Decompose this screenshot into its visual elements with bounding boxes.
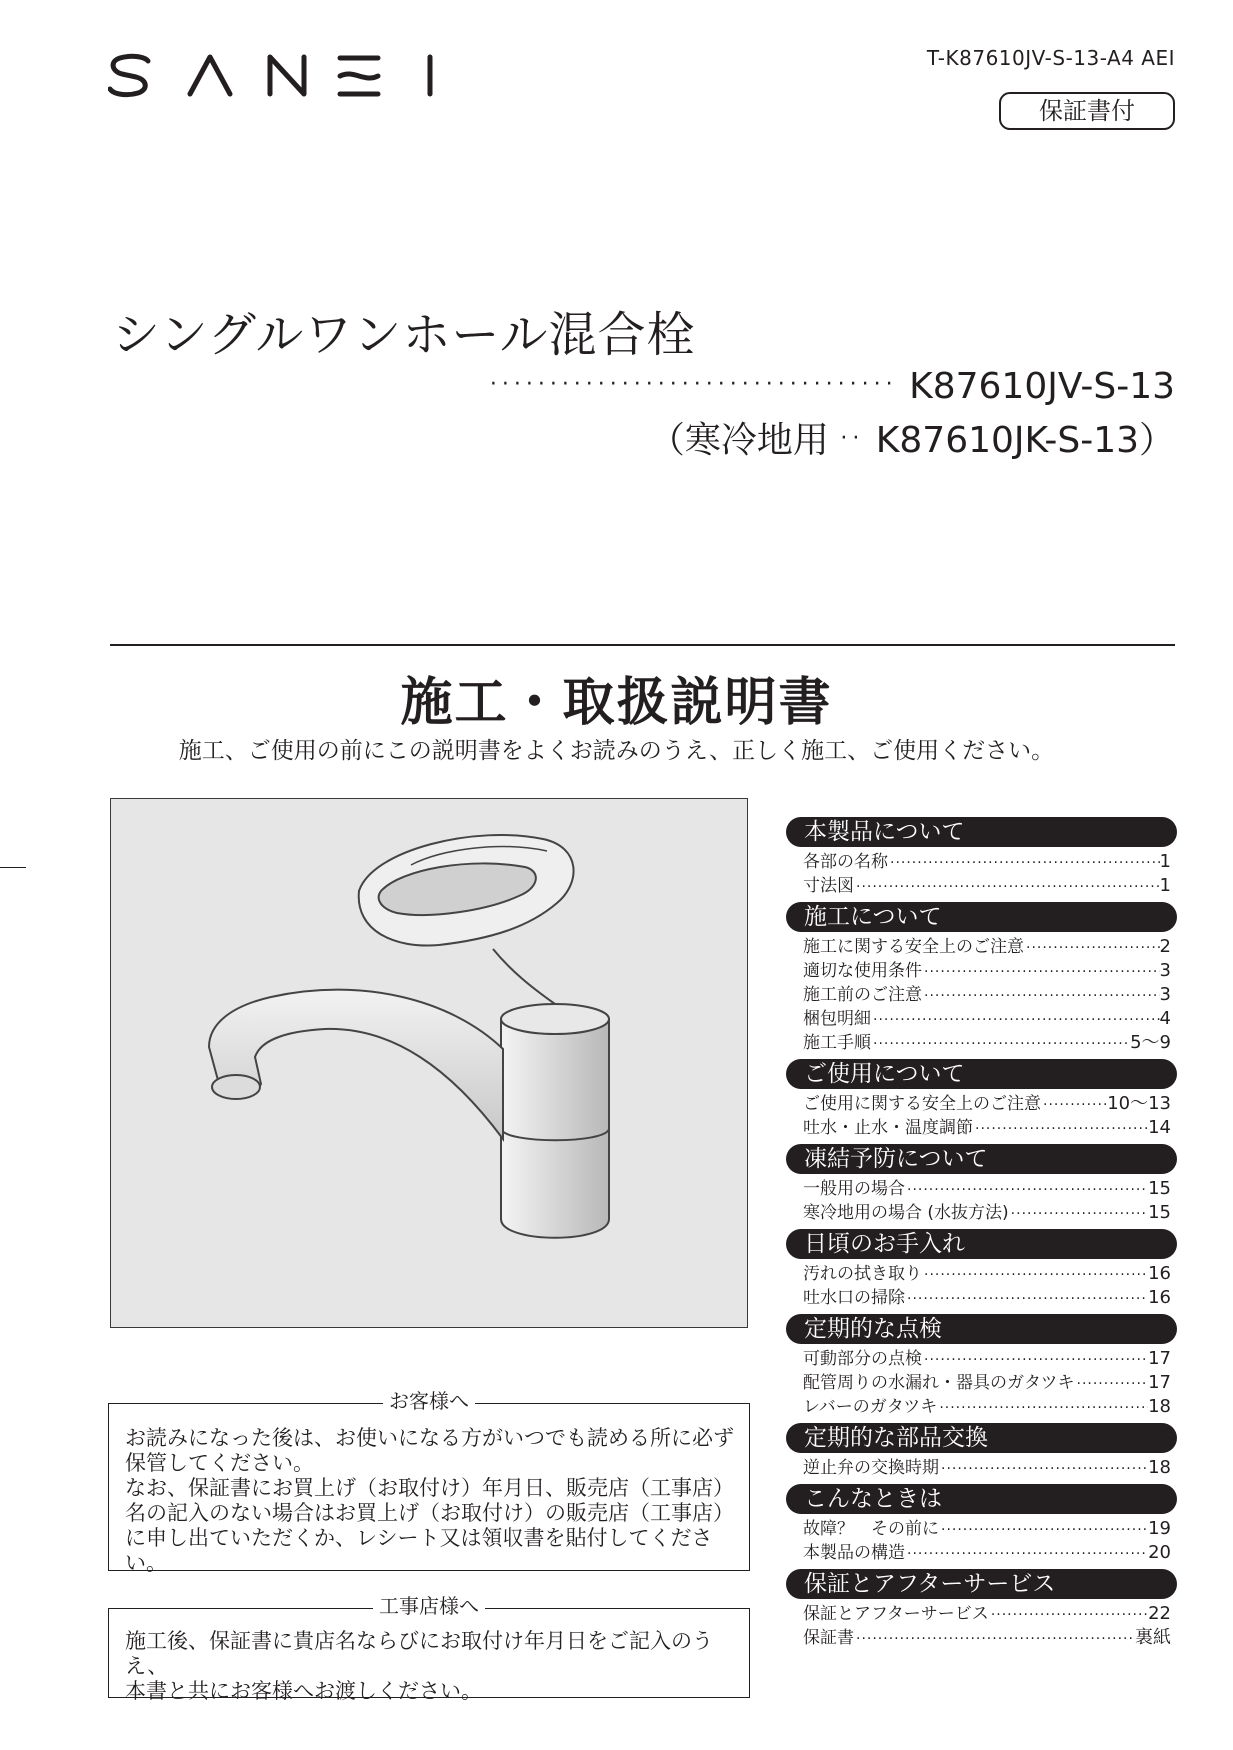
toc-entry-label: 各部の名称 [803, 852, 888, 872]
toc-leader [905, 1182, 1148, 1198]
toc-entry-page: 裏紙 [1135, 1627, 1171, 1648]
toc-entry-label: 適切な使用条件 [803, 961, 922, 981]
toc-entry[interactable] [786, 871, 1177, 895]
installer-notice-line: 本書と共にお客様へお渡しください。 [125, 1679, 482, 1703]
toc-leader [905, 1291, 1148, 1307]
toc-section-header[interactable]: 定期的な部品交換 [786, 1423, 1177, 1453]
toc-entry-label: 寸法図 [803, 876, 854, 896]
toc-entry[interactable] [786, 1599, 1177, 1623]
toc-entry[interactable] [786, 847, 1177, 871]
toc-section [786, 1569, 1177, 1647]
table-of-contents [786, 817, 1177, 1654]
customer-notice-label-wrap [109, 1389, 749, 1414]
toc-entry-page: 15 [1148, 1202, 1171, 1223]
customer-notice-line: 名の記入のない場合はお買上げ（お取付け）の販売店（工事店） [125, 1501, 734, 1525]
toc-entry[interactable] [786, 1028, 1177, 1052]
toc-entry[interactable] [786, 932, 1177, 956]
toc-entry-page: 3 [1159, 960, 1171, 981]
toc-entry[interactable] [786, 1113, 1177, 1137]
toc-entry-label: 寒冷地用の場合 (水抜方法) [803, 1203, 1009, 1223]
product-name: シングルワンホール混合栓 [112, 307, 696, 363]
customer-notice [108, 1389, 750, 1575]
toc-entry[interactable] [786, 956, 1177, 980]
fold-mark [0, 867, 26, 868]
toc-section-header[interactable]: 保証とアフターサービス [786, 1569, 1177, 1599]
toc-entry[interactable] [786, 1198, 1177, 1222]
toc-leader [854, 879, 1160, 895]
toc-section [786, 1423, 1177, 1477]
toc-entry-label: 配管周りの水漏れ・器具のガタツキ [803, 1373, 1075, 1393]
toc-section-header[interactable]: 日頃のお手入れ [786, 1229, 1177, 1259]
toc-section [786, 1059, 1177, 1137]
toc-entry-page: 1 [1159, 851, 1171, 872]
toc-entry-label: 保証書 [803, 1628, 854, 1648]
toc-entry[interactable] [786, 1259, 1177, 1283]
toc-entry-label: 故障？ その前に [803, 1519, 939, 1539]
toc-leader [905, 1546, 1148, 1562]
toc-entry[interactable] [786, 980, 1177, 1004]
toc-entry-label: 一般用の場合 [803, 1179, 905, 1199]
toc-leader [1009, 1206, 1148, 1222]
toc-entry[interactable] [786, 1623, 1177, 1647]
toc-entry[interactable] [786, 1453, 1177, 1477]
toc-section-header[interactable]: 本製品について [786, 817, 1177, 847]
toc-leader [922, 1352, 1148, 1368]
toc-leader [989, 1607, 1148, 1623]
toc-entry-label: 可動部分の点検 [803, 1349, 922, 1369]
toc-entry-page: 1 [1159, 875, 1171, 896]
toc-entry[interactable] [786, 1368, 1177, 1392]
model-standard: K87610JV-S-13 [909, 366, 1175, 407]
toc-entry[interactable] [786, 1004, 1177, 1028]
toc-section-header[interactable]: 施工について [786, 902, 1177, 932]
toc-entry-label: 汚れの拭き取り [803, 1264, 922, 1284]
toc-section [786, 1484, 1177, 1562]
warranty-badge: 保証書付 [999, 92, 1175, 130]
toc-entry-page: 10〜13 [1107, 1093, 1171, 1114]
toc-entry-page: 2 [1159, 936, 1171, 957]
toc-entry[interactable] [786, 1089, 1177, 1113]
model-line-standard [490, 366, 1175, 407]
toc-entry-page: 14 [1148, 1117, 1171, 1138]
toc-entry[interactable] [786, 1392, 1177, 1416]
customer-notice-line: なお、保証書にお買上げ（お取付け）年月日、販売店（工事店） [125, 1476, 734, 1500]
toc-entry-label: レバーのガタツキ [803, 1397, 938, 1417]
sanei-logo [108, 52, 438, 98]
model-line-cold-region [649, 412, 1175, 463]
manual-title: 施工・取扱説明書 [400, 673, 833, 733]
toc-leader [1041, 1097, 1107, 1113]
toc-leader [939, 1522, 1148, 1538]
toc-leader [922, 988, 1160, 1004]
manual-subtitle: 施工、ご使用の前にこの説明書をよくお読みのうえ、正しく施工、ご使用ください。 [178, 738, 1055, 764]
toc-section [786, 1144, 1177, 1222]
toc-entry-page: 16 [1148, 1287, 1171, 1308]
toc-section [786, 1229, 1177, 1307]
toc-section-header[interactable]: 定期的な点検 [786, 1314, 1177, 1344]
toc-leader [854, 1631, 1135, 1647]
toc-entry-page: 4 [1159, 1008, 1171, 1029]
toc-entry-label: 本製品の構造 [803, 1543, 905, 1563]
toc-entry-page: 16 [1148, 1263, 1171, 1284]
cold-region-dots: ·· [840, 426, 865, 451]
toc-entry-page: 18 [1148, 1396, 1171, 1417]
toc-leader [922, 964, 1160, 980]
toc-entry-label: 逆止弁の交換時期 [803, 1458, 939, 1478]
toc-entry-label: 施工前のご注意 [803, 985, 922, 1005]
model-cold-region: K87610JK-S-13） [875, 420, 1175, 461]
toc-section-header[interactable]: 凍結予防について [786, 1144, 1177, 1174]
toc-entry-label: 梱包明細 [803, 1009, 871, 1029]
toc-entry-page: 17 [1148, 1372, 1171, 1393]
toc-entry[interactable] [786, 1344, 1177, 1368]
installer-notice [108, 1594, 750, 1703]
customer-notice-label: お客様へ [383, 1389, 475, 1413]
customer-notice-line: 保管してください。 [125, 1451, 314, 1475]
installer-notice-label: 工事店様へ [373, 1594, 485, 1618]
toc-entry-label: 吐水・止水・温度調節 [803, 1118, 973, 1138]
toc-section-header[interactable]: ご使用について [786, 1059, 1177, 1089]
toc-entry-page: 5〜9 [1130, 1032, 1171, 1053]
toc-entry-page: 3 [1159, 984, 1171, 1005]
toc-section [786, 1314, 1177, 1416]
toc-entry[interactable] [786, 1514, 1177, 1538]
toc-leader [937, 1400, 1148, 1416]
toc-entry[interactable] [786, 1538, 1177, 1562]
toc-leader [1024, 940, 1160, 956]
toc-leader [1075, 1376, 1149, 1392]
toc-leader [871, 1012, 1160, 1028]
leader-dots: ·································· [489, 372, 898, 397]
customer-notice-line: お読みになった後は、お使いになる方がいつでも読める所に必ず [125, 1426, 734, 1450]
title-divider [110, 644, 1175, 646]
toc-section [786, 902, 1177, 1052]
toc-leader [973, 1121, 1148, 1137]
toc-entry-label: 吐水口の掃除 [803, 1288, 905, 1308]
toc-leader [939, 1461, 1148, 1477]
document-code: T-K87610JV-S-13-A4 AEI [926, 46, 1175, 70]
toc-entry[interactable] [786, 1174, 1177, 1198]
toc-leader [871, 1036, 1130, 1052]
toc-entry-label: 施工に関する安全上のご注意 [803, 937, 1024, 957]
toc-entry-page: 20 [1148, 1542, 1171, 1563]
toc-section [786, 817, 1177, 895]
toc-entry-page: 18 [1148, 1457, 1171, 1478]
toc-entry-page: 17 [1148, 1348, 1171, 1369]
toc-entry[interactable] [786, 1283, 1177, 1307]
product-photo [110, 798, 748, 1328]
toc-leader [888, 855, 1160, 871]
toc-entry-page: 15 [1148, 1178, 1171, 1199]
toc-leader [922, 1267, 1148, 1283]
toc-entry-label: ご使用に関する安全上のご注意 [803, 1094, 1041, 1114]
toc-entry-label: 施工手順 [803, 1033, 871, 1053]
cold-region-prefix: （寒冷地用 [648, 420, 829, 461]
customer-notice-line: に申し出ていただくか、レシート又は領収書を貼付してください。 [125, 1526, 713, 1575]
installer-notice-label-wrap [109, 1594, 749, 1619]
installer-notice-line: 施工後、保証書に貴店名ならびにお取付け年月日をご記入のうえ、 [125, 1629, 713, 1678]
toc-entry-label: 保証とアフターサービス [803, 1604, 989, 1624]
toc-section-header[interactable]: こんなときは [786, 1484, 1177, 1514]
toc-entry-page: 22 [1148, 1603, 1171, 1624]
brand-name: SANEI [108, 52, 112, 53]
faucet-illustration [111, 799, 747, 1327]
toc-entry-page: 19 [1148, 1518, 1171, 1539]
